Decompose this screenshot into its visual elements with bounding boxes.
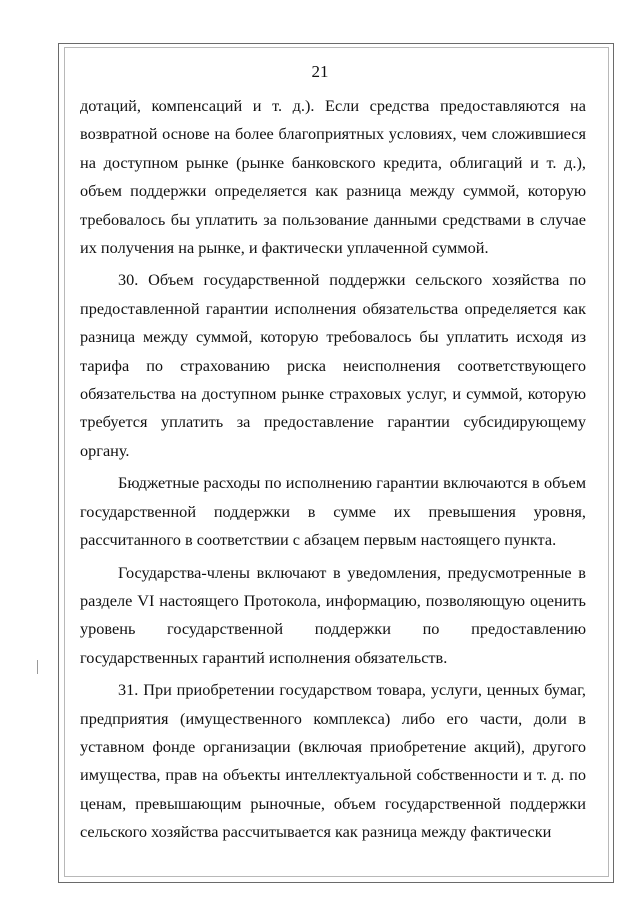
- document-body: [80, 92, 586, 847]
- paragraph-continuation: дотаций, компенсаций и т. д.). Если средства предоставляются на возвратной основе на более благоприятных условиях, чем сложившиеся на доступном рынке (рынке банковского кредита, облигаций и т. д.), объем поддержки определяется как разница между суммой, которую требовалось бы уплатить за пользование данными средствами в случае их получения на рынке, и фактически уплаченной суммой.: [80, 96, 586, 258]
- paragraph-item-30: 30. Объем государственной поддержки сельского хозяйства по предоставленной гарантии исполнения обязательства определяется как разница между суммой, которую требовалось бы уплатить исходя из тарифа по страхованию риска неисполнения соответствующего обязательства на доступном рынке страховых услуг, и суммой, которую требуется уплатить за предоставление гарантии субсидирующему органу.: [80, 270, 586, 460]
- page-number: 21: [311, 62, 329, 81]
- paragraph-budget-expenses: Бюджетные расходы по исполнению гарантии включаются в объем государственной поддержки в сумме их превышения уровня, рассчитанного в соответствии с абзацем первым настоящего пункта.: [80, 473, 586, 550]
- paragraph-item-31: 31. При приобретении государством товара, услуги, ценных бумаг, предприятия (имущественного комплекса) либо его части, доли в уставном фонде организации (включая приобретение акций), другого имущества, прав на объекты интеллектуальной собственности и т. д. по ценам, превышающим рыночные, объем государственной поддержки сельского хозяйства рассчитывается как разница между фактически: [80, 680, 586, 842]
- scan-mark: [37, 660, 38, 674]
- paragraph-member-states: Государства-члены включают в уведомления, предусмотренные в разделе VI настоящего Протокола, информацию, позволяющую оценить уровень государственной поддержки по предоставлению государственных гарантий исполнения обязательств.: [80, 562, 586, 667]
